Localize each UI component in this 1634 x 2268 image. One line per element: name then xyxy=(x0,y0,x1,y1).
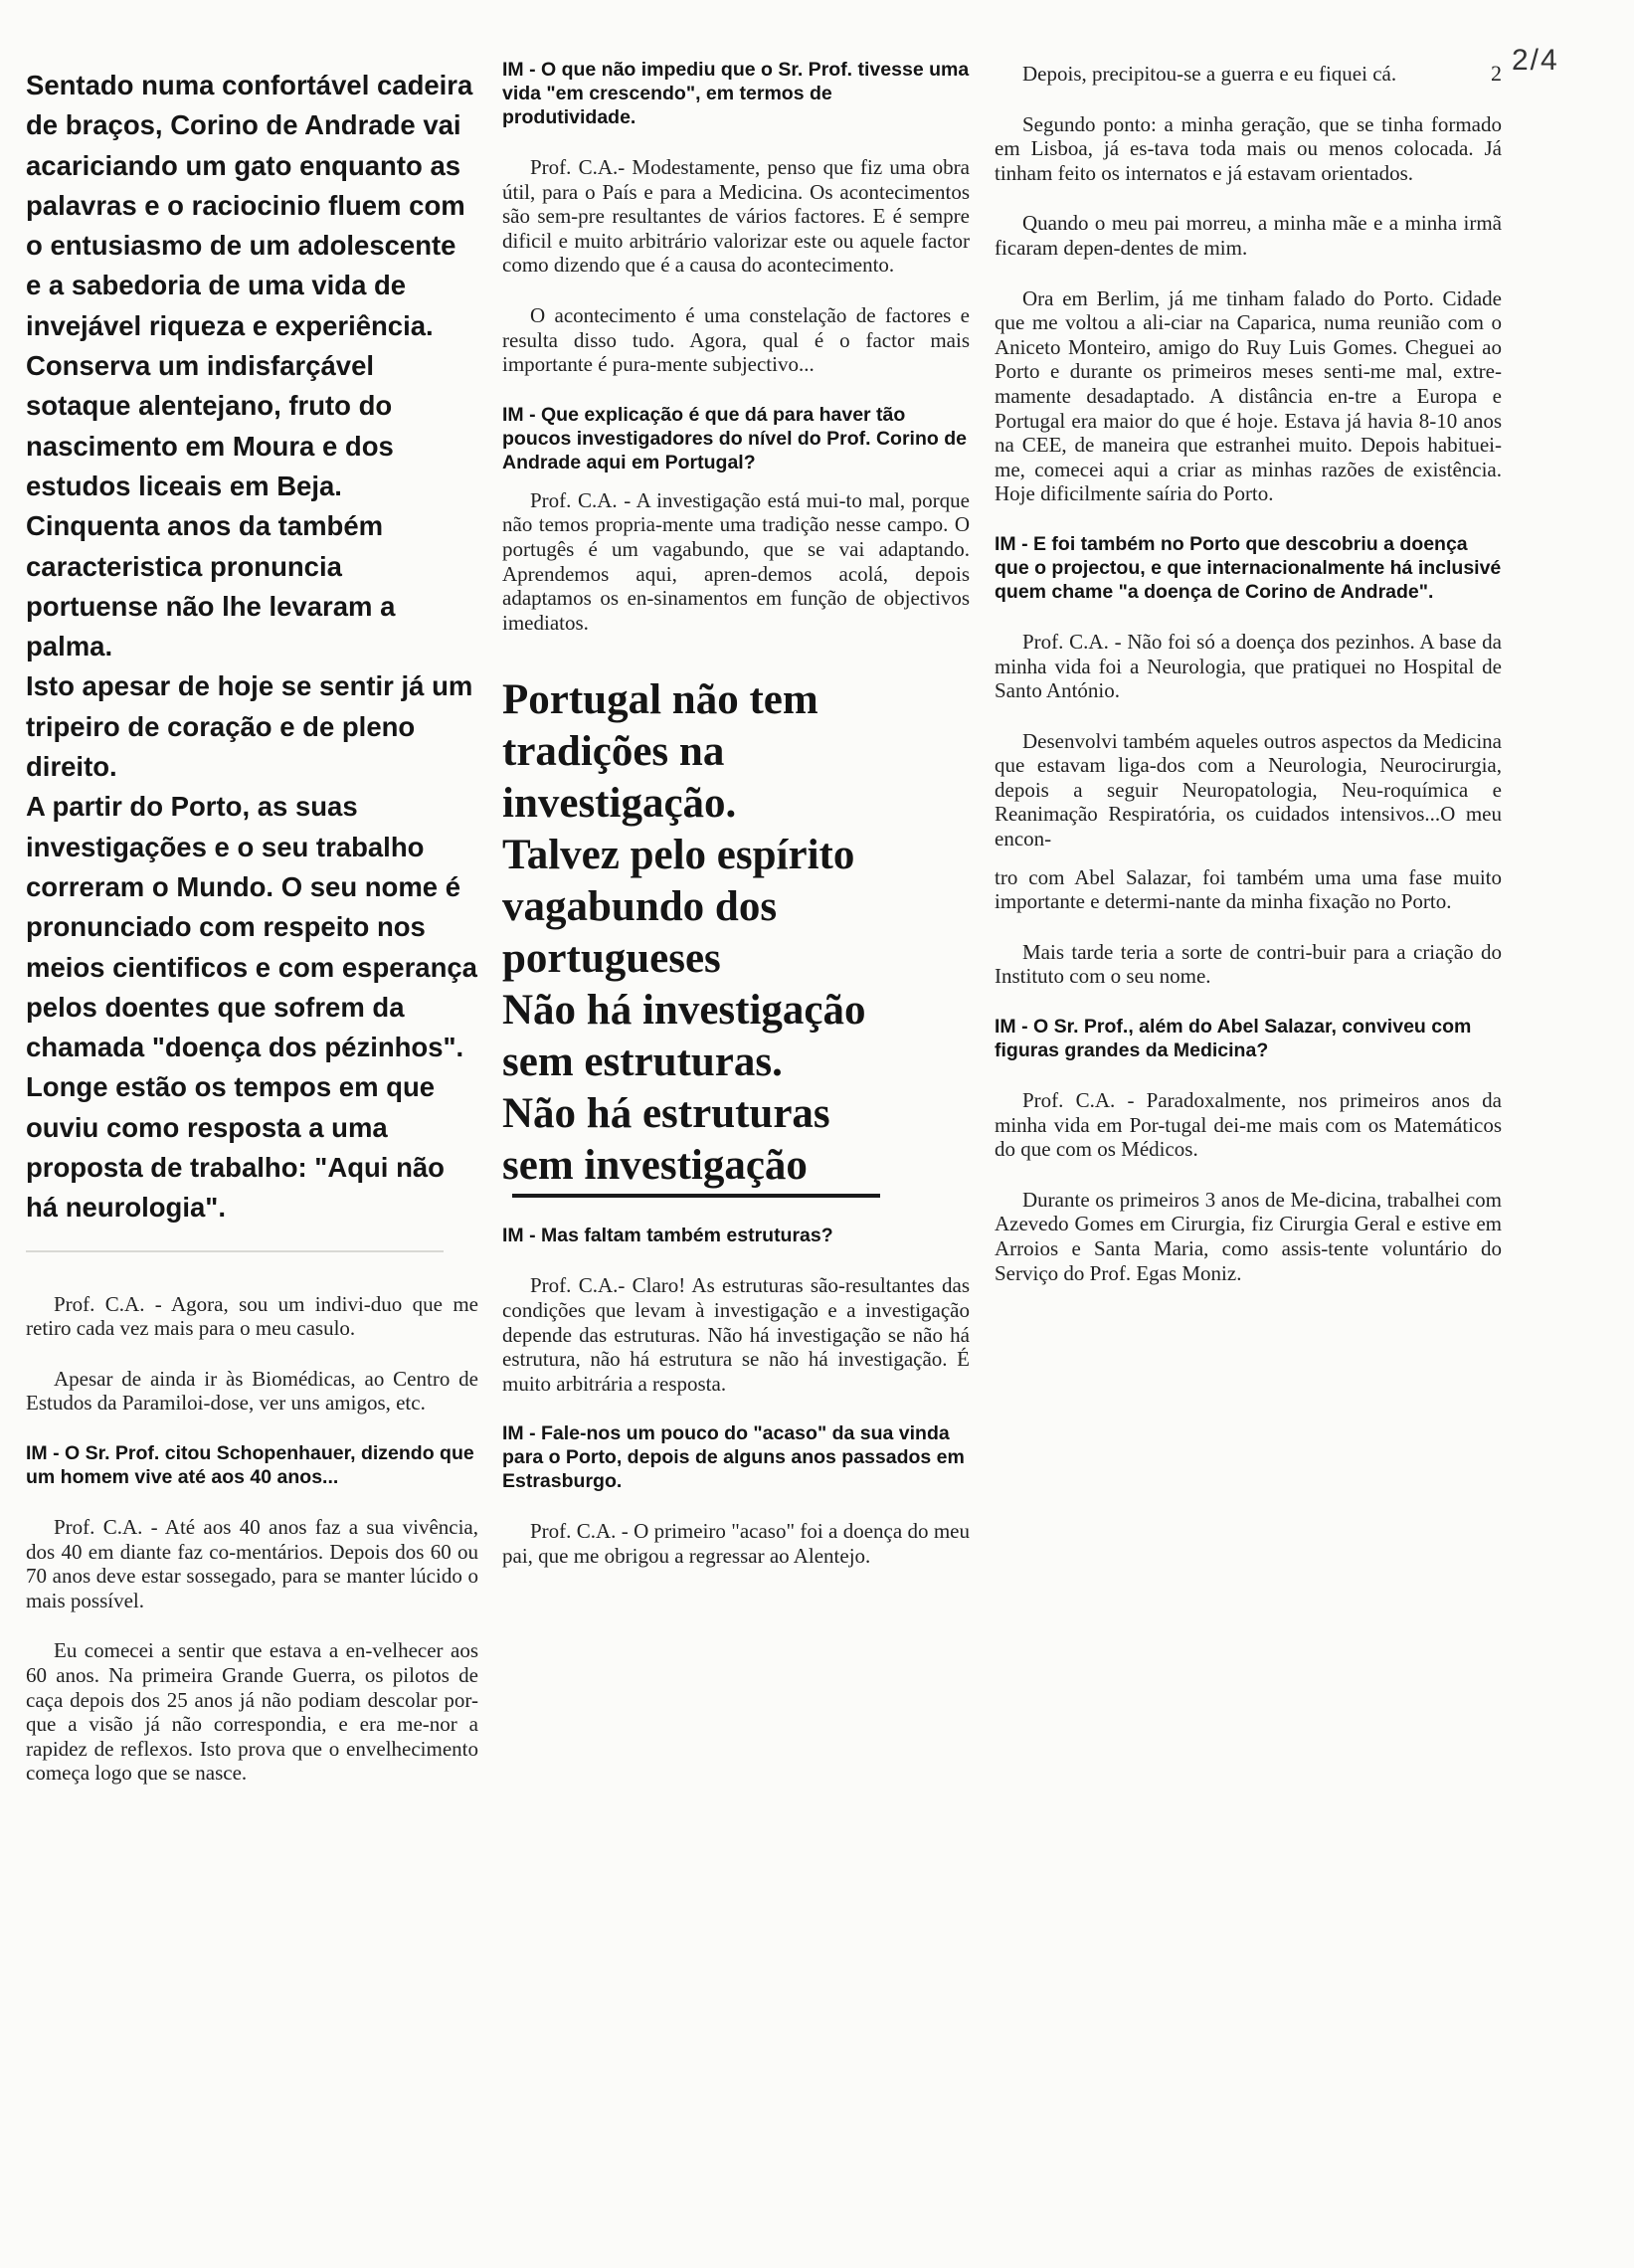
interview-question: IM - O que não impediu que o Sr. Prof. tivesse uma vida "em crescendo", em termos de produtividade. xyxy=(502,59,970,128)
paragraph: Quando o meu pai morreu, a minha mãe e a minha irmã ficaram depen-dentes de mim. xyxy=(995,211,1502,260)
headline-line: portugueses xyxy=(502,935,721,983)
headline-line: sem estruturas. xyxy=(502,1039,783,1086)
paragraph: Eu comecei a sentir que estava a en-velhecer aos 60 anos. Na primeira Grande Guerra, os pilotos de caça depois dos 25 anos já não podiam descolar por-que a visão já não correspondia, e era me-nor a rapidez de reflexos. Isto prova que o envelhecimento começa logo que se nasce. xyxy=(26,1638,478,1786)
interview-question: IM - O Sr. Prof. citou Schopenhauer, dizendo que um homem vive até aos 40 anos... xyxy=(26,1441,474,1488)
headline-line: tradições na xyxy=(502,728,725,776)
paragraph: Prof. C.A. - Não foi só a doença dos pezinhos. A base da minha vida foi a Neurologia, que pratiquei no Hospital de Santo António. xyxy=(995,629,1502,703)
paragraph: Mais tarde teria a sorte de contri-buir para a criação do Instituto com o seu nome. xyxy=(995,939,1502,989)
headline-line: Talvez pelo espírito xyxy=(502,832,855,879)
paragraph: Prof. C.A.- Modestamente, penso que fiz uma obra útil, para o País e para a Medicina. Os acontecimentos são sem-pre resultantes de vários factores. E é sempre dificil e muito arbitrário valorizar este ou aquele factor como dizendo que é a causa do acontecimento. xyxy=(502,155,970,278)
paragraph: Prof. C.A.- Claro! As estruturas são-resultantes das condições que levam à investigação e a investigação depende das estruturas. Não há investigação se não há estrutura, não há estrutura se não há investigação. É muito arbitrária a resposta. xyxy=(502,1273,970,1396)
lead-sentence: A partir do Porto, as suas investigações e o seu trabalho correram o Mundo. O seu nome é pronunciado com respeito nos meios cientificos e com esperança pelos doentes que sofrem da chamada "doença dos pézinhos". xyxy=(26,791,477,1063)
paragraph: Prof. C.A. - Até aos 40 anos faz a sua vivência, dos 40 em diante faz co-mentários. Depois dos 60 ou 70 anos deve estar sossegado, para se manter lúcido o mais possível. xyxy=(26,1514,478,1612)
lead-sentence: Isto apesar de hoje se sentir já um tripeiro de coração e de pleno direito. xyxy=(26,670,473,783)
margin-number: 2 xyxy=(1491,61,1502,86)
interview-question: IM - O Sr. Prof., além do Abel Salazar, conviveu com figuras grandes da Medicina? xyxy=(995,1016,1472,1062)
paragraph: Durante os primeiros 3 anos de Me-dicina, trabalhei com Azevedo Gomes em Cirurgia, fiz Cirurgia Geral e estive em Arroios e Santa Maria, como assis-tente voluntário do Serviço do Prof. Egas Moniz. xyxy=(995,1187,1502,1285)
interview-question: IM - Mas faltam também estruturas? xyxy=(502,1225,833,1247)
paragraph-text: Depois, precipitou-se a guerra e eu fiquei cá. xyxy=(1022,62,1397,86)
paragraph: Prof. C.A. - O primeiro "acaso" foi a doença do meu pai, que me obrigou a regressar ao Alentejo. xyxy=(502,1519,970,1568)
headline-line: sem investigação xyxy=(502,1142,808,1190)
interview-question: IM - Fale-nos um pouco do "acaso" da sua vinda para o Porto, depois de alguns anos passados em Estrasburgo. xyxy=(502,1422,965,1493)
paragraph: Prof. C.A. - Agora, sou um indivi-duo que me retiro cada vez mais para o meu casulo. xyxy=(26,1291,478,1341)
paragraph: O acontecimento é uma constelação de factores e resulta disso tudo. Agora, qual é o factor mais importante é pura-mente subjectivo... xyxy=(502,302,970,377)
paragraph: Prof. C.A. - A investigação está mui-to mal, porque não temos propria-mente uma tradição nesse campo. O portugês é um vagabundo, que se vai adaptando. Aprendemos aqui, apren-demos acolá, depois adaptamos os en-sinamentos em função de objectivos imediatos. xyxy=(502,487,970,635)
column-2 xyxy=(502,58,970,1568)
interview-question: IM - E foi também no Porto que descobriu a doença que o projectou, e que internacionalmente há inclusivé quem chame "a doença de Corino de Andrade". xyxy=(995,532,1502,603)
pull-quote-headline xyxy=(502,674,970,1192)
column-3 xyxy=(995,58,1502,1285)
page-number: 2/4 xyxy=(1512,44,1559,77)
paragraph: Apesar de ainda ir às Biomédicas, ao Centro de Estudos da Paramiloi-dose, ver uns amigos, etc. xyxy=(26,1366,478,1416)
paragraph: Desenvolvi também aqueles outros aspectos da Medicina que estavam liga-dos com a Neurologia, Neurocirurgia, depois a seguir Neuropatologia, Neu-roquímica e Reanimação Respiratória, os cuidados intensivos...O meu encon- xyxy=(995,728,1502,851)
paragraph: Ora em Berlim, já me tinham falado do Porto. Cidade que me voltou a ali-ciar na Caparica, numa reunião com o Aniceto Monteiro, amigo do Ruy Luis Gomes. Cheguei ao Porto e durante os primeiros meses senti-me mal, extre-mamente desadaptado. A distância en-tre a Europa e Portugal era maior do que é hoje. Estava já havia 8-10 anos na CEE, de maneira que estranhei muito. Depois habituei-me, comecei aqui a criar as minhas razões de existência. Hoje dificilmente saíria do Porto. xyxy=(995,285,1502,506)
paragraph: Segundo ponto: a minha geração, que se tinha formado em Lisboa, já es-tava toda mais ou menos colocada. Já tinham feito os internatos e já estavam orientados. xyxy=(995,111,1502,185)
paragraph: Prof. C.A. - Paradoxalmente, nos primeiros anos da minha vida em Por-tugal dei-me mais com os Matemáticos do que com os Médicos. xyxy=(995,1088,1502,1162)
headline-line: investigação. xyxy=(502,780,737,828)
headline-line: Portugal não tem xyxy=(502,676,818,724)
lead-sentence: Conserva um indisfarçável sotaque alentejano, fruto do nascimento em Moura e dos estudos liceais em Beja. xyxy=(26,350,394,501)
lead-sentence: Sentado numa confortável cadeira de braços, Corino de Andrade vai acariciando um gato enquanto as palavras e o raciocinio fluem com o entusiasmo de um adolescente e a sabedoria de uma vida de invejável riqueza e experiência. xyxy=(26,70,473,341)
column-1 xyxy=(26,58,478,1786)
headline-line: Não há investigação xyxy=(502,987,866,1035)
paragraph xyxy=(995,62,1502,87)
lead-sentence: Cinquenta anos da também caracteristica pronuncia portuense não lhe levaram a palma. xyxy=(26,510,396,662)
headline-line: Não há estruturas xyxy=(502,1090,830,1138)
lead-sentence: Longe estão os tempos em que ouviu como resposta a uma proposta de trabalho: "Aqui não há neurologia". xyxy=(26,1071,445,1224)
interview-question: IM - Que explicação é que dá para haver tão poucos investigadores do nível do Prof. Corino de Andrade aqui em Portugal? xyxy=(502,403,967,473)
lead-paragraph xyxy=(26,66,478,1228)
paragraph: tro com Abel Salazar, foi também uma uma fase muito importante e determi-nante da minha fixação no Porto. xyxy=(995,864,1502,914)
headline-line: vagabundo dos xyxy=(502,883,778,931)
